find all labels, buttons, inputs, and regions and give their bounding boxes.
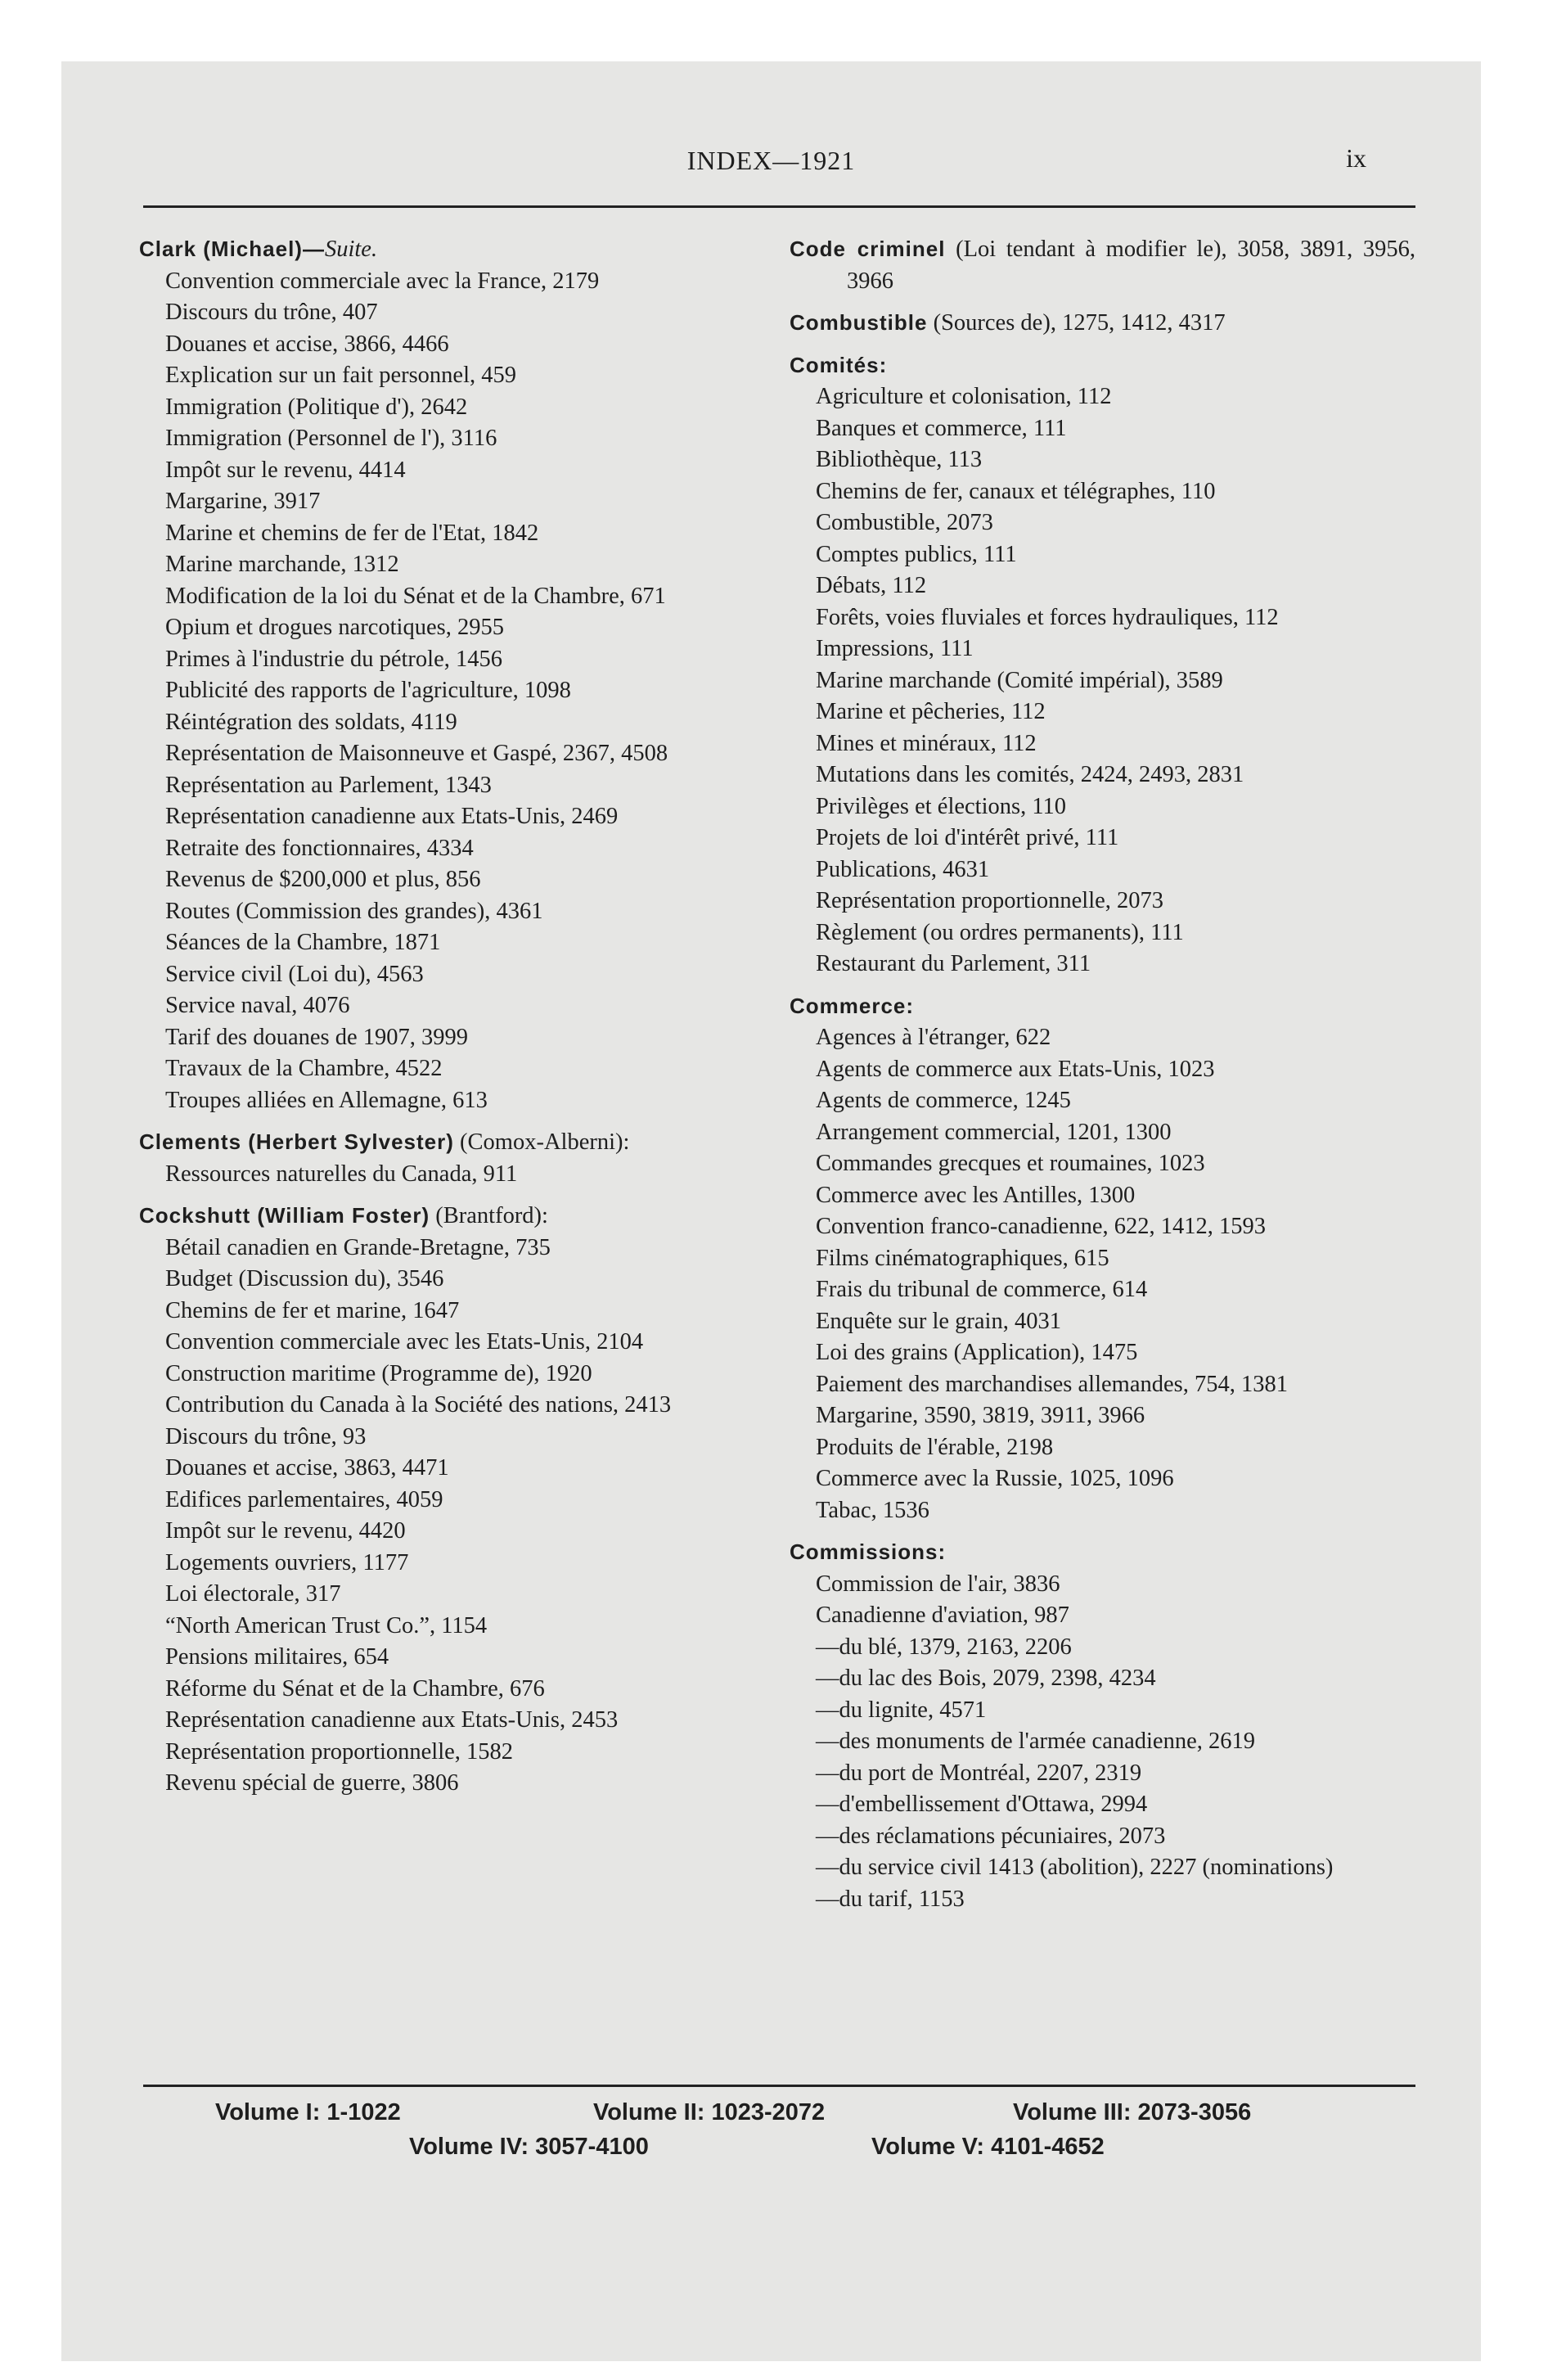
entry-subitem: Discours du trône, 93 [165, 1423, 367, 1449]
entry-subitem: Loi des grains (Application), 1475 [816, 1340, 1138, 1365]
entry-subitem: Impôt sur le revenu, 4420 [165, 1518, 406, 1544]
entry-subitem: Convention commerciale avec les Etats-Unis, 2104 [165, 1329, 644, 1355]
entry-subitem: Commission de l'air, 3836 [816, 1571, 1060, 1597]
entry-subitem: Tabac, 1536 [816, 1497, 929, 1523]
entry-subitem: Agriculture et colonisation, 112 [816, 384, 1112, 409]
index-entry [790, 1536, 1415, 1915]
entry-subitem: Bibliothèque, 113 [816, 447, 983, 472]
entry-subitem: Construction maritime (Programme de), 1920 [165, 1360, 592, 1386]
entry-subitem: Bétail canadien en Grande-Bretagne, 735 [165, 1234, 551, 1260]
entry-subitem: Représentation canadienne aux Etats-Unis, 2469 [165, 804, 619, 829]
entry-name: Combustible [790, 310, 928, 335]
page-title: INDEX—1921 [686, 146, 856, 175]
entry-subitem: Explication sur un fait personnel, 459 [165, 363, 516, 388]
entry-subitem: Revenu spécial de guerre, 3806 [165, 1770, 459, 1796]
entry-subitem: Projets de loi d'intérêt privé, 111 [816, 825, 1119, 850]
entry-subitem: Agents de commerce aux Etats-Unis, 1023 [816, 1056, 1215, 1082]
entry-subitem: —d'embellissement d'Ottawa, 2994 [816, 1792, 1148, 1817]
entry-subitem: Convention franco-canadienne, 622, 1412, 1593 [816, 1214, 1267, 1239]
entry-subitem: Marine marchande, 1312 [165, 552, 399, 577]
entry-subitem: Margarine, 3590, 3819, 3911, 3966 [816, 1403, 1145, 1428]
footer-volume-1: Volume I: 1-1022 [215, 2099, 401, 2125]
entry-subitem: Films cinématographiques, 615 [816, 1245, 1109, 1271]
entry-subitem: Débats, 112 [816, 573, 927, 598]
entry-qualifier: Suite. [324, 237, 378, 262]
footer-volume-2: Volume II: 1023-2072 [593, 2099, 826, 2125]
entry-name: Cockshutt (William Foster) [139, 1203, 430, 1228]
entry-subitem: Douanes et accise, 3863, 4471 [165, 1455, 449, 1481]
entry-subitem: Margarine, 3917 [165, 489, 321, 514]
index-column-left [139, 233, 802, 1810]
entry-subitem: Service civil (Loi du), 4563 [165, 961, 424, 987]
entry-subitem: —des monuments de l'armée canadienne, 2619 [816, 1729, 1255, 1754]
entry-subitem: Agences à l'étranger, 622 [816, 1025, 1051, 1050]
entry-subitem: Contribution du Canada à la Société des nations, 2413 [165, 1392, 672, 1418]
entry-subitem: Banques et commerce, 111 [816, 415, 1067, 441]
entry-subitem: Immigration (Politique d'), 2642 [165, 394, 468, 420]
entry-subitem: Frais du tribunal de commerce, 614 [816, 1277, 1148, 1302]
entry-subitem: Restaurant du Parlement, 311 [816, 951, 1091, 976]
entry-heading [139, 1126, 802, 1159]
footer-rule [143, 2085, 1415, 2087]
entry-subitem: Tarif des douanes de 1907, 3999 [165, 1024, 468, 1050]
entry-subitem: Revenus de $200,000 et plus, 856 [165, 867, 481, 892]
entry-qualifier: (Comox-Alberni): [460, 1129, 630, 1155]
entry-subitem: —du service civil 1413 (abolition), 2227 (nominations) [816, 1855, 1334, 1880]
entry-subitem: Impôt sur le revenu, 4414 [165, 457, 406, 483]
entry-subitem: Pensions militaires, 654 [165, 1644, 389, 1670]
entry-name: Comités: [790, 352, 888, 377]
index-entry [139, 1126, 802, 1190]
index-entry [139, 233, 802, 1116]
entry-subitem: Enquête sur le grain, 4031 [816, 1308, 1061, 1334]
entry-subitem: Marine marchande (Comité impérial), 3589 [816, 667, 1223, 693]
entry-subitem: Budget (Discussion du), 3546 [165, 1266, 444, 1291]
entry-subitem: Opium et drogues narcotiques, 2955 [165, 615, 504, 640]
entry-subitem: Publications, 4631 [816, 856, 990, 882]
entry-subitem: —du lac des Bois, 2079, 2398, 4234 [816, 1666, 1156, 1691]
footer-volume-4: Volume IV: 3057-4100 [409, 2134, 649, 2160]
entry-subitem: Représentation proportionnelle, 2073 [816, 888, 1164, 913]
entry-subitem: Douanes et accise, 3866, 4466 [165, 331, 449, 357]
entry-subitem: —du lignite, 4571 [816, 1697, 987, 1723]
entry-subitem: Marine et chemins de fer de l'Etat, 1842 [165, 520, 539, 546]
entry-heading [790, 233, 1415, 297]
entry-name: Clements (Herbert Sylvester) [139, 1129, 454, 1154]
entry-subitem: —du tarif, 1153 [816, 1886, 965, 1912]
entry-heading [790, 1536, 1415, 1569]
entry-subitem: Troupes alliées en Allemagne, 613 [165, 1087, 488, 1113]
entry-subitem: Chemins de fer et marine, 1647 [165, 1297, 460, 1323]
entry-subitem: Commandes grecques et roumaines, 1023 [816, 1151, 1205, 1176]
entry-subitem: Réintégration des soldats, 4119 [165, 709, 457, 735]
index-entry [790, 990, 1415, 1527]
entry-subitem: Produits de l'érable, 2198 [816, 1434, 1054, 1460]
entry-subitem: Marine et pêcheries, 112 [816, 699, 1046, 724]
header-rule [143, 205, 1415, 208]
entry-heading [139, 1200, 802, 1233]
index-entry [790, 233, 1415, 297]
entry-subitem: Commerce avec les Antilles, 1300 [816, 1182, 1136, 1208]
entry-subitem: Représentation de Maisonneuve et Gaspé, 2367, 4508 [165, 741, 668, 766]
index-entry [790, 307, 1415, 340]
entry-subitem: Agents de commerce, 1245 [816, 1088, 1071, 1113]
entry-subitem: Service naval, 4076 [165, 993, 350, 1018]
entry-subitem: Paiement des marchandises allemandes, 754, 1381 [816, 1371, 1288, 1397]
entry-subitem: Modification de la loi du Sénat et de la Chambre, 671 [165, 583, 666, 609]
entry-heading [790, 990, 1415, 1023]
entry-subitem: Convention commerciale avec la France, 2179 [165, 268, 600, 294]
entry-name: Commissions: [790, 1539, 947, 1564]
entry-subitem: Règlement (ou ordres permanents), 111 [816, 919, 1184, 945]
entry-subitem: Retraite des fonctionnaires, 4334 [165, 835, 474, 861]
entry-subitem: Edifices parlementaires, 4059 [165, 1486, 443, 1512]
entry-subitem: Commerce avec la Russie, 1025, 1096 [816, 1466, 1174, 1491]
entry-subitem: Chemins de fer, canaux et télégraphes, 110 [816, 478, 1216, 504]
entry-subitem: Mutations dans les comités, 2424, 2493, 2831 [816, 762, 1244, 787]
entry-subitem: Immigration (Personnel de l'), 3116 [165, 426, 497, 451]
entry-subitem: Combustible, 2073 [816, 510, 993, 535]
entry-name: Clark (Michael)— [139, 237, 325, 261]
footer-volume-5: Volume V: 4101-4652 [871, 2134, 1105, 2160]
entry-subitem: Canadienne d'aviation, 987 [816, 1602, 1069, 1628]
entry-qualifier: (Sources de), 1275, 1412, 4317 [933, 310, 1226, 336]
entry-subitem: Séances de la Chambre, 1871 [165, 930, 441, 955]
entry-subitem: —des réclamations pécuniaires, 2073 [816, 1823, 1166, 1849]
entry-subitem: “North American Trust Co.”, 1154 [165, 1612, 488, 1639]
footer-volume-3: Volume III: 2073-3056 [1013, 2099, 1252, 2125]
entry-heading [139, 233, 802, 266]
entry-subitem: Représentation proportionnelle, 1582 [165, 1738, 514, 1765]
entry-heading [790, 349, 1415, 382]
entry-subitem: Arrangement commercial, 1201, 1300 [816, 1119, 1172, 1145]
entry-subitem: Représentation au Parlement, 1343 [165, 772, 492, 798]
entry-subitem: Primes à l'industrie du pétrole, 1456 [165, 646, 502, 672]
index-entry [139, 1200, 802, 1800]
entry-subitem: Forêts, voies fluviales et forces hydrauliques, 112 [816, 604, 1279, 630]
entry-subitem: Comptes publics, 111 [816, 541, 1017, 567]
entry-subitem: Routes (Commission des grandes), 4361 [165, 898, 543, 924]
index-entry [790, 349, 1415, 980]
entry-subitem: Publicité des rapports de l'agriculture, 1098 [165, 678, 571, 703]
entry-subitem: Loi électorale, 317 [165, 1581, 341, 1607]
entry-heading [790, 307, 1415, 340]
entry-subitem: Logements ouvriers, 1177 [165, 1549, 409, 1575]
entry-subitem: Ressources naturelles du Canada, 911 [165, 1161, 518, 1187]
entry-subitem: Impressions, 111 [816, 636, 974, 661]
entry-subitem: Travaux de la Chambre, 4522 [165, 1056, 443, 1081]
entry-subitem: —du port de Montréal, 2207, 2319 [816, 1760, 1142, 1786]
entry-subitem: Réforme du Sénat et de la Chambre, 676 [165, 1675, 545, 1702]
index-page [61, 61, 1481, 2361]
entry-subitem: Mines et minéraux, 112 [816, 730, 1037, 756]
entry-subitem: Privilèges et élections, 110 [816, 793, 1067, 819]
entry-subitem: —du blé, 1379, 2163, 2206 [816, 1634, 1072, 1660]
entry-name: Code criminel [790, 237, 946, 261]
entry-subitem: Discours du trône, 407 [165, 300, 378, 325]
entry-qualifier: (Loi tendant à modifier le), 3058, 3891, 3956, 3966 [847, 237, 1415, 294]
entry-qualifier: (Brantford): [435, 1203, 548, 1228]
entry-name: Commerce: [790, 993, 915, 1018]
page-number: ix [1346, 143, 1366, 173]
entry-subitem: Représentation canadienne aux Etats-Unis, 2453 [165, 1707, 619, 1733]
index-column-right [790, 233, 1415, 1925]
